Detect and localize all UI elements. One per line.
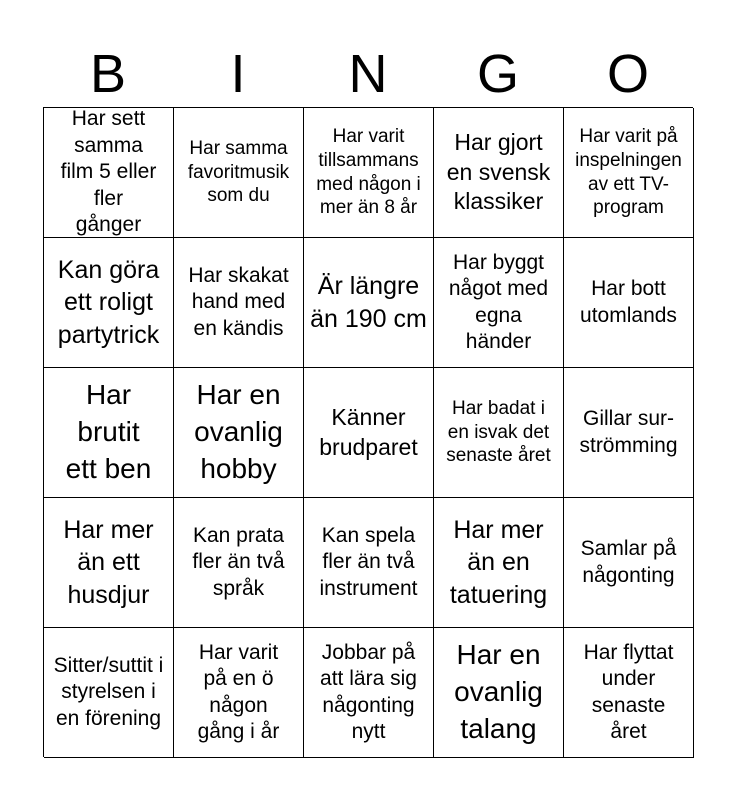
bingo-cell[interactable] — [44, 238, 174, 368]
bingo-cell[interactable] — [304, 498, 434, 628]
bingo-cell-text: Är längre än 190 cm — [310, 272, 427, 333]
bingo-cell-text: Har samma favoritmusik som du — [187, 138, 290, 207]
bingo-cell-text: Har sett samma film 5 eller fler gånger — [60, 108, 157, 237]
bingo-cell-text: Har byggt något med egna händer — [448, 250, 549, 353]
bingo-cell-text: Har skakat hand med en kändis — [188, 263, 289, 340]
bingo-board — [43, 107, 693, 757]
bingo-cell[interactable] — [304, 108, 434, 238]
bingo-cell[interactable] — [564, 238, 694, 368]
bingo-cell-text: Har badat i en isvak det senaste året — [446, 398, 551, 467]
bingo-cell[interactable] — [304, 368, 434, 498]
bingo-cell[interactable] — [174, 498, 304, 628]
header-letter-g: G — [476, 44, 519, 104]
bingo-cell-text: Har gjort en svensk klassiker — [446, 128, 551, 215]
bingo-cell[interactable] — [174, 108, 304, 238]
bingo-cell[interactable] — [434, 368, 564, 498]
bingo-cell-text: Känner brudparet — [319, 403, 418, 460]
bingo-cell[interactable] — [564, 628, 694, 758]
bingo-cell[interactable] — [174, 628, 304, 758]
bingo-cell[interactable] — [44, 108, 174, 238]
bingo-cell[interactable] — [564, 498, 694, 628]
bingo-cell-text: Kan göra ett roligt partytrick — [57, 255, 160, 349]
bingo-cell[interactable] — [564, 108, 694, 238]
bingo-cell-text: Har en ovanlig talang — [454, 639, 543, 744]
bingo-cell-text: Jobbar på att lära sig någonting nytt — [320, 640, 417, 743]
header-letter-i: I — [230, 44, 246, 104]
bingo-cell-text: Har en ovanlig hobby — [194, 379, 283, 484]
bingo-cell-text: Har mer än en tatuering — [449, 515, 548, 609]
bingo-cell[interactable] — [174, 238, 304, 368]
bingo-cell[interactable] — [434, 238, 564, 368]
bingo-cell-text: Har varit på en ö någon gång i år — [197, 640, 280, 743]
bingo-cell[interactable] — [434, 108, 564, 238]
bingo-cell[interactable] — [304, 238, 434, 368]
bingo-cell-text: Har varit tillsammans med någon i mer än 8 år — [316, 126, 421, 219]
bingo-cell-text: Kan prata fler än två språk — [192, 523, 285, 600]
bingo-cell[interactable] — [174, 368, 304, 498]
bingo-cell-text: Har bott utomlands — [580, 277, 677, 327]
header-letter-n: N — [348, 44, 388, 104]
bingo-cell[interactable] — [434, 628, 564, 758]
bingo-cell[interactable] — [564, 368, 694, 498]
bingo-header — [43, 40, 693, 108]
bingo-cell-text: Har flyttat under senaste året — [583, 640, 674, 743]
bingo-cell[interactable] — [304, 628, 434, 758]
bingo-cell[interactable] — [44, 368, 174, 498]
bingo-cell-text: Har brutit ett ben — [65, 379, 152, 484]
header-letter-b: B — [89, 44, 127, 104]
bingo-cell-text: Samlar på någonting — [580, 537, 677, 587]
bingo-cell[interactable] — [44, 498, 174, 628]
bingo-cell-text: Kan spela fler än två instrument — [319, 523, 418, 600]
bingo-cell[interactable] — [44, 628, 174, 758]
bingo-cell-text: Gillar sur-strömming — [579, 407, 678, 457]
bingo-cell-text: Sitter/suttit i styrelsen i en förening — [53, 653, 164, 730]
bingo-cell[interactable] — [434, 498, 564, 628]
header-letter-o: O — [606, 44, 649, 104]
bingo-cell-text: Har mer än ett husdjur — [63, 515, 154, 609]
bingo-cell-text: Har varit på inspelningen av ett TV-program — [575, 126, 682, 219]
